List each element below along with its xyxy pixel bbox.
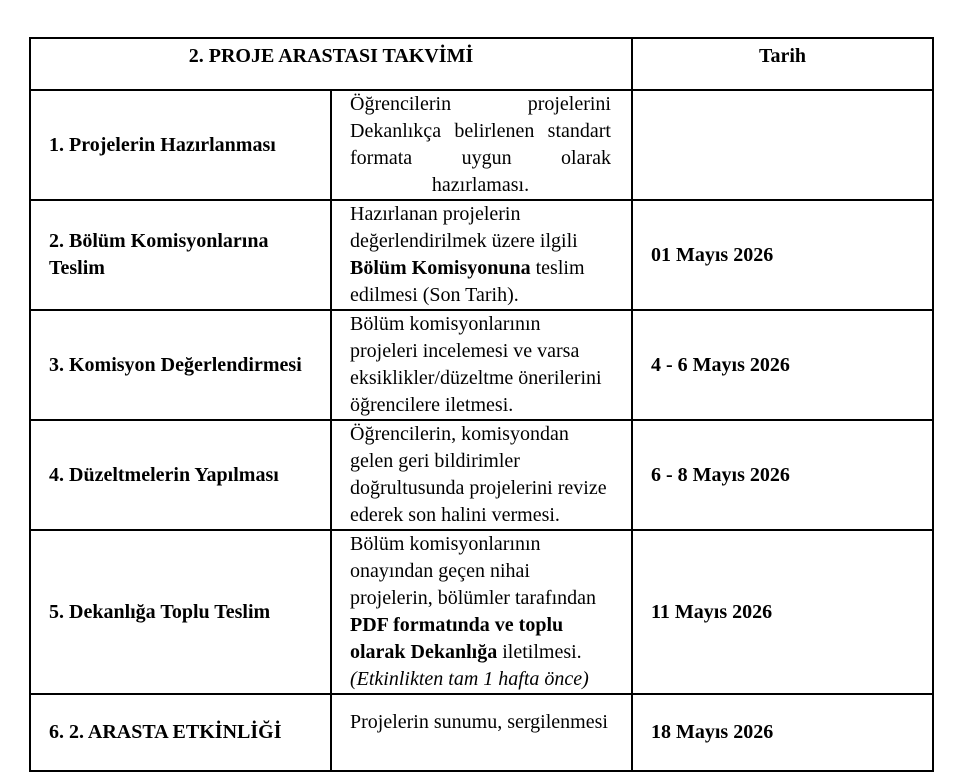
date-cell: 18 Mayıs 2026 (632, 694, 933, 771)
date-cell: 11 Mayıs 2026 (632, 530, 933, 694)
step-cell: 5. Dekanlığa Toplu Teslim (30, 530, 331, 694)
description-cell (331, 90, 632, 200)
step-cell: 4. Düzeltmelerin Yapılması (30, 420, 331, 530)
description-cell (331, 530, 632, 694)
date-cell: 6 - 8 Mayıs 2026 (632, 420, 933, 530)
date-column-header: Tarih (632, 38, 933, 90)
date-cell: 4 - 6 Mayıs 2026 (632, 310, 933, 420)
step-cell: 3. Komisyon Değerlendirmesi (30, 310, 331, 420)
table-title: 2. PROJE ARASTASI TAKVİMİ (30, 38, 632, 90)
description-text: Hazırlanan projelerin değerlendirilmek üzere ilgili (350, 203, 578, 252)
table-row (30, 90, 933, 200)
table-row (30, 200, 933, 310)
description-text: Bölüm Komisyonuna (350, 257, 531, 279)
description-text: Bölüm komisyonlarının projeleri incelemesi ve varsa eksiklikler/düzeltme önerilerini öğrencilere iletmesi. (350, 313, 602, 416)
description-text: iletilmesi. (497, 641, 582, 663)
step-cell: 1. Projelerin Hazırlanması (30, 90, 331, 200)
description-text: PDF formatında ve toplu olarak Dekanlığa (350, 614, 564, 663)
date-cell (632, 90, 933, 200)
description-text: teslim edilmesi (Son Tarih). (350, 257, 585, 306)
description-text: Öğrencilerin projelerini Dekanlıkça belirlenen standart formata uygun olarak hazırlaması. (350, 93, 611, 196)
table-row (30, 310, 933, 420)
table-row (30, 694, 933, 771)
description-text: Projelerin sunumu, sergilenmesi (350, 711, 608, 733)
table-row (30, 530, 933, 694)
step-cell: 6. 2. ARASTA ETKİNLİĞİ (30, 694, 331, 771)
description-cell (331, 310, 632, 420)
date-cell: 01 Mayıs 2026 (632, 200, 933, 310)
description-cell (331, 420, 632, 530)
description-text: (Etkinlikten tam 1 hafta önce) (350, 668, 589, 690)
description-cell (331, 200, 632, 310)
description-text: Öğrencilerin, komisyondan gelen geri bildirimler doğrultusunda projelerini revize ederek son halini vermesi. (350, 423, 607, 526)
header-row (30, 38, 933, 90)
schedule-table (29, 37, 934, 772)
description-text: Bölüm komisyonlarının onayından geçen nihai projelerin, bölümler tarafından (350, 533, 597, 609)
table-row (30, 420, 933, 530)
description-cell (331, 694, 632, 771)
step-cell: 2. Bölüm Komisyonlarına Teslim (30, 200, 331, 310)
